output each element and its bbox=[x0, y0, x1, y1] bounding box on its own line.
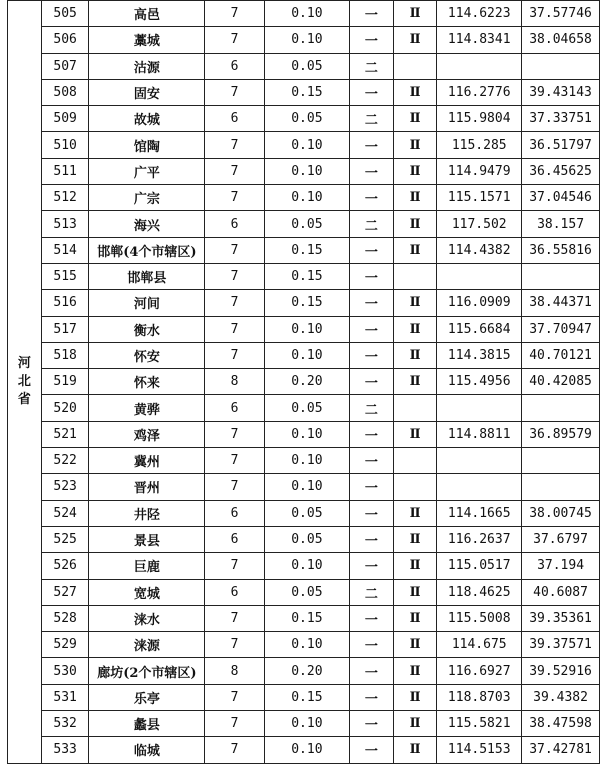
longitude-cell: 114.5153 bbox=[437, 737, 522, 763]
county-name: 冀州 bbox=[89, 448, 205, 474]
acceleration-cell: 0.20 bbox=[264, 369, 349, 395]
latitude-cell: 40.6087 bbox=[522, 579, 600, 605]
site-class-cell: Ⅱ bbox=[393, 579, 437, 605]
seismic-parameter-table bbox=[7, 0, 600, 764]
site-class-cell: Ⅱ bbox=[393, 658, 437, 684]
row-number: 517 bbox=[41, 316, 89, 342]
site-class-cell bbox=[393, 53, 437, 79]
latitude-cell: 38.00745 bbox=[522, 500, 600, 526]
county-name: 乐亭 bbox=[89, 684, 205, 710]
longitude-cell: 116.2637 bbox=[437, 526, 522, 552]
longitude-cell: 115.1571 bbox=[437, 185, 522, 211]
county-name: 邯郸(4个市辖区) bbox=[89, 237, 205, 263]
acceleration-cell: 0.05 bbox=[264, 106, 349, 132]
site-class-cell bbox=[393, 448, 437, 474]
design-group-cell: 一 bbox=[350, 237, 394, 263]
row-number: 516 bbox=[41, 290, 89, 316]
acceleration-cell: 0.10 bbox=[264, 132, 349, 158]
design-group-cell: 一 bbox=[350, 316, 394, 342]
acceleration-cell: 0.05 bbox=[264, 211, 349, 237]
acceleration-cell: 0.20 bbox=[264, 658, 349, 684]
latitude-cell: 38.157 bbox=[522, 211, 600, 237]
longitude-cell: 114.9479 bbox=[437, 158, 522, 184]
site-class-cell: Ⅱ bbox=[393, 369, 437, 395]
row-number: 514 bbox=[41, 237, 89, 263]
county-name: 巨鹿 bbox=[89, 553, 205, 579]
latitude-cell: 39.37571 bbox=[522, 632, 600, 658]
county-name: 涞源 bbox=[89, 632, 205, 658]
row-number: 531 bbox=[41, 684, 89, 710]
row-number: 518 bbox=[41, 342, 89, 368]
county-name: 涞水 bbox=[89, 605, 205, 631]
row-number: 509 bbox=[41, 106, 89, 132]
site-class-cell: Ⅱ bbox=[393, 342, 437, 368]
latitude-cell bbox=[522, 395, 600, 421]
intensity-cell: 6 bbox=[205, 53, 264, 79]
design-group-cell: 一 bbox=[350, 711, 394, 737]
table-row bbox=[8, 553, 600, 579]
row-number: 520 bbox=[41, 395, 89, 421]
acceleration-cell: 0.10 bbox=[264, 737, 349, 763]
longitude-cell: 117.502 bbox=[437, 211, 522, 237]
row-number: 510 bbox=[41, 132, 89, 158]
longitude-cell: 115.5821 bbox=[437, 711, 522, 737]
latitude-cell bbox=[522, 448, 600, 474]
longitude-cell: 115.5008 bbox=[437, 605, 522, 631]
design-group-cell: 一 bbox=[350, 342, 394, 368]
acceleration-cell: 0.05 bbox=[264, 500, 349, 526]
design-group-cell: 一 bbox=[350, 158, 394, 184]
acceleration-cell: 0.15 bbox=[264, 263, 349, 289]
longitude-cell bbox=[437, 263, 522, 289]
row-number: 506 bbox=[41, 27, 89, 53]
acceleration-cell: 0.10 bbox=[264, 421, 349, 447]
county-name: 海兴 bbox=[89, 211, 205, 237]
table-row bbox=[8, 27, 600, 53]
latitude-cell: 39.35361 bbox=[522, 605, 600, 631]
longitude-cell: 115.9804 bbox=[437, 106, 522, 132]
acceleration-cell: 0.15 bbox=[264, 684, 349, 710]
latitude-cell: 37.33751 bbox=[522, 106, 600, 132]
site-class-cell: Ⅱ bbox=[393, 27, 437, 53]
longitude-cell bbox=[437, 53, 522, 79]
site-class-cell: Ⅱ bbox=[393, 632, 437, 658]
design-group-cell: 一 bbox=[350, 263, 394, 289]
longitude-cell: 114.4382 bbox=[437, 237, 522, 263]
intensity-cell: 8 bbox=[205, 369, 264, 395]
design-group-cell: 二 bbox=[350, 211, 394, 237]
table-row bbox=[8, 369, 600, 395]
intensity-cell: 7 bbox=[205, 474, 264, 500]
longitude-cell: 116.0909 bbox=[437, 290, 522, 316]
design-group-cell: 一 bbox=[350, 369, 394, 395]
row-number: 523 bbox=[41, 474, 89, 500]
intensity-cell: 7 bbox=[205, 553, 264, 579]
intensity-cell: 6 bbox=[205, 211, 264, 237]
acceleration-cell: 0.10 bbox=[264, 448, 349, 474]
acceleration-cell: 0.05 bbox=[264, 579, 349, 605]
intensity-cell: 7 bbox=[205, 27, 264, 53]
site-class-cell: Ⅱ bbox=[393, 237, 437, 263]
acceleration-cell: 0.15 bbox=[264, 605, 349, 631]
county-name: 河间 bbox=[89, 290, 205, 316]
row-number: 505 bbox=[41, 1, 89, 27]
longitude-cell: 115.4956 bbox=[437, 369, 522, 395]
design-group-cell: 一 bbox=[350, 1, 394, 27]
longitude-cell: 118.8703 bbox=[437, 684, 522, 710]
latitude-cell bbox=[522, 53, 600, 79]
longitude-cell: 114.8341 bbox=[437, 27, 522, 53]
row-number: 525 bbox=[41, 526, 89, 552]
table-row bbox=[8, 237, 600, 263]
county-name: 衡水 bbox=[89, 316, 205, 342]
acceleration-cell: 0.10 bbox=[264, 316, 349, 342]
county-name: 藁城 bbox=[89, 27, 205, 53]
site-class-cell: Ⅱ bbox=[393, 316, 437, 342]
longitude-cell: 114.1665 bbox=[437, 500, 522, 526]
latitude-cell bbox=[522, 474, 600, 500]
acceleration-cell: 0.15 bbox=[264, 79, 349, 105]
table-row bbox=[8, 342, 600, 368]
design-group-cell: 一 bbox=[350, 474, 394, 500]
design-group-cell: 一 bbox=[350, 605, 394, 631]
intensity-cell: 6 bbox=[205, 106, 264, 132]
design-group-cell: 二 bbox=[350, 395, 394, 421]
province-cell bbox=[8, 1, 42, 764]
row-number: 513 bbox=[41, 211, 89, 237]
table-row bbox=[8, 106, 600, 132]
county-name: 景县 bbox=[89, 526, 205, 552]
design-group-cell: 一 bbox=[350, 79, 394, 105]
design-group-cell: 一 bbox=[350, 684, 394, 710]
row-number: 528 bbox=[41, 605, 89, 631]
latitude-cell: 38.04658 bbox=[522, 27, 600, 53]
county-name: 廊坊(2个市辖区) bbox=[89, 658, 205, 684]
row-number: 529 bbox=[41, 632, 89, 658]
latitude-cell: 36.55816 bbox=[522, 237, 600, 263]
design-group-cell: 二 bbox=[350, 579, 394, 605]
table-row bbox=[8, 290, 600, 316]
row-number: 521 bbox=[41, 421, 89, 447]
row-number: 511 bbox=[41, 158, 89, 184]
county-name: 广平 bbox=[89, 158, 205, 184]
county-name: 临城 bbox=[89, 737, 205, 763]
intensity-cell: 6 bbox=[205, 526, 264, 552]
intensity-cell: 7 bbox=[205, 1, 264, 27]
intensity-cell: 8 bbox=[205, 658, 264, 684]
table-row bbox=[8, 263, 600, 289]
county-name: 故城 bbox=[89, 106, 205, 132]
longitude-cell: 114.3815 bbox=[437, 342, 522, 368]
county-name: 馆陶 bbox=[89, 132, 205, 158]
site-class-cell: Ⅱ bbox=[393, 158, 437, 184]
longitude-cell bbox=[437, 395, 522, 421]
latitude-cell: 37.70947 bbox=[522, 316, 600, 342]
intensity-cell: 7 bbox=[205, 448, 264, 474]
county-name: 固安 bbox=[89, 79, 205, 105]
acceleration-cell: 0.10 bbox=[264, 632, 349, 658]
table-row bbox=[8, 579, 600, 605]
latitude-cell: 37.42781 bbox=[522, 737, 600, 763]
table-row bbox=[8, 526, 600, 552]
design-group-cell: 一 bbox=[350, 553, 394, 579]
intensity-cell: 7 bbox=[205, 316, 264, 342]
design-group-cell: 一 bbox=[350, 737, 394, 763]
design-group-cell: 一 bbox=[350, 658, 394, 684]
latitude-cell: 37.04546 bbox=[522, 185, 600, 211]
table-row bbox=[8, 658, 600, 684]
site-class-cell: Ⅱ bbox=[393, 211, 437, 237]
acceleration-cell: 0.05 bbox=[264, 53, 349, 79]
longitude-cell: 114.8811 bbox=[437, 421, 522, 447]
longitude-cell: 118.4625 bbox=[437, 579, 522, 605]
row-number: 524 bbox=[41, 500, 89, 526]
acceleration-cell: 0.15 bbox=[264, 290, 349, 316]
design-group-cell: 一 bbox=[350, 526, 394, 552]
table-row bbox=[8, 474, 600, 500]
row-number: 530 bbox=[41, 658, 89, 684]
table-row bbox=[8, 53, 600, 79]
table-body bbox=[8, 1, 600, 764]
site-class-cell bbox=[393, 395, 437, 421]
table-row bbox=[8, 632, 600, 658]
latitude-cell: 36.89579 bbox=[522, 421, 600, 447]
intensity-cell: 7 bbox=[205, 158, 264, 184]
site-class-cell: Ⅱ bbox=[393, 421, 437, 447]
latitude-cell: 36.45625 bbox=[522, 158, 600, 184]
site-class-cell: Ⅱ bbox=[393, 711, 437, 737]
table-row bbox=[8, 79, 600, 105]
site-class-cell: Ⅱ bbox=[393, 737, 437, 763]
latitude-cell: 38.47598 bbox=[522, 711, 600, 737]
table-row bbox=[8, 605, 600, 631]
intensity-cell: 7 bbox=[205, 605, 264, 631]
acceleration-cell: 0.05 bbox=[264, 526, 349, 552]
intensity-cell: 7 bbox=[205, 132, 264, 158]
row-number: 527 bbox=[41, 579, 89, 605]
row-number: 533 bbox=[41, 737, 89, 763]
table-row bbox=[8, 448, 600, 474]
table-row bbox=[8, 500, 600, 526]
table-row bbox=[8, 211, 600, 237]
design-group-cell: 一 bbox=[350, 132, 394, 158]
intensity-cell: 7 bbox=[205, 421, 264, 447]
latitude-cell: 37.194 bbox=[522, 553, 600, 579]
acceleration-cell: 0.10 bbox=[264, 553, 349, 579]
design-group-cell: 一 bbox=[350, 27, 394, 53]
longitude-cell: 116.6927 bbox=[437, 658, 522, 684]
design-group-cell: 一 bbox=[350, 421, 394, 447]
table-row bbox=[8, 711, 600, 737]
site-class-cell bbox=[393, 263, 437, 289]
longitude-cell: 116.2776 bbox=[437, 79, 522, 105]
latitude-cell: 40.70121 bbox=[522, 342, 600, 368]
county-name: 井陉 bbox=[89, 500, 205, 526]
design-group-cell: 一 bbox=[350, 290, 394, 316]
acceleration-cell: 0.10 bbox=[264, 342, 349, 368]
site-class-cell: Ⅱ bbox=[393, 132, 437, 158]
site-class-cell: Ⅱ bbox=[393, 1, 437, 27]
longitude-cell: 115.285 bbox=[437, 132, 522, 158]
intensity-cell: 7 bbox=[205, 79, 264, 105]
site-class-cell: Ⅱ bbox=[393, 290, 437, 316]
table-row bbox=[8, 737, 600, 763]
design-group-cell: 一 bbox=[350, 500, 394, 526]
province-char: 北 bbox=[17, 373, 31, 389]
longitude-cell: 115.6684 bbox=[437, 316, 522, 342]
county-name: 广宗 bbox=[89, 185, 205, 211]
site-class-cell: Ⅱ bbox=[393, 684, 437, 710]
intensity-cell: 6 bbox=[205, 579, 264, 605]
acceleration-cell: 0.10 bbox=[264, 158, 349, 184]
site-class-cell: Ⅱ bbox=[393, 553, 437, 579]
intensity-cell: 7 bbox=[205, 342, 264, 368]
row-number: 515 bbox=[41, 263, 89, 289]
intensity-cell: 7 bbox=[205, 711, 264, 737]
site-class-cell bbox=[393, 474, 437, 500]
table-row bbox=[8, 395, 600, 421]
row-number: 512 bbox=[41, 185, 89, 211]
county-name: 沽源 bbox=[89, 53, 205, 79]
county-name: 高邑 bbox=[89, 1, 205, 27]
longitude-cell bbox=[437, 474, 522, 500]
design-group-cell: 二 bbox=[350, 106, 394, 132]
table-row bbox=[8, 1, 600, 27]
intensity-cell: 7 bbox=[205, 263, 264, 289]
table-row bbox=[8, 316, 600, 342]
county-name: 邯郸县 bbox=[89, 263, 205, 289]
table-row bbox=[8, 185, 600, 211]
county-name: 怀安 bbox=[89, 342, 205, 368]
design-group-cell: 一 bbox=[350, 632, 394, 658]
table-row bbox=[8, 421, 600, 447]
row-number: 532 bbox=[41, 711, 89, 737]
county-name: 蠡县 bbox=[89, 711, 205, 737]
table-row bbox=[8, 132, 600, 158]
intensity-cell: 6 bbox=[205, 395, 264, 421]
intensity-cell: 6 bbox=[205, 500, 264, 526]
intensity-cell: 7 bbox=[205, 185, 264, 211]
acceleration-cell: 0.10 bbox=[264, 27, 349, 53]
acceleration-cell: 0.05 bbox=[264, 395, 349, 421]
site-class-cell: Ⅱ bbox=[393, 106, 437, 132]
intensity-cell: 7 bbox=[205, 737, 264, 763]
intensity-cell: 7 bbox=[205, 684, 264, 710]
row-number: 519 bbox=[41, 369, 89, 395]
site-class-cell: Ⅱ bbox=[393, 79, 437, 105]
design-group-cell: 一 bbox=[350, 185, 394, 211]
longitude-cell: 115.0517 bbox=[437, 553, 522, 579]
acceleration-cell: 0.10 bbox=[264, 474, 349, 500]
county-name: 黄骅 bbox=[89, 395, 205, 421]
latitude-cell bbox=[522, 263, 600, 289]
acceleration-cell: 0.10 bbox=[264, 1, 349, 27]
site-class-cell: Ⅱ bbox=[393, 185, 437, 211]
latitude-cell: 38.44371 bbox=[522, 290, 600, 316]
latitude-cell: 39.4382 bbox=[522, 684, 600, 710]
county-name: 晋州 bbox=[89, 474, 205, 500]
intensity-cell: 7 bbox=[205, 237, 264, 263]
longitude-cell: 114.6223 bbox=[437, 1, 522, 27]
province-char: 河 bbox=[17, 355, 31, 371]
row-number: 522 bbox=[41, 448, 89, 474]
latitude-cell: 39.43143 bbox=[522, 79, 600, 105]
latitude-cell: 37.6797 bbox=[522, 526, 600, 552]
latitude-cell: 37.57746 bbox=[522, 1, 600, 27]
latitude-cell: 36.51797 bbox=[522, 132, 600, 158]
longitude-cell: 114.675 bbox=[437, 632, 522, 658]
row-number: 507 bbox=[41, 53, 89, 79]
county-name: 怀来 bbox=[89, 369, 205, 395]
acceleration-cell: 0.10 bbox=[264, 711, 349, 737]
site-class-cell: Ⅱ bbox=[393, 500, 437, 526]
design-group-cell: 二 bbox=[350, 53, 394, 79]
intensity-cell: 7 bbox=[205, 632, 264, 658]
county-name: 鸡泽 bbox=[89, 421, 205, 447]
latitude-cell: 40.42085 bbox=[522, 369, 600, 395]
site-class-cell: Ⅱ bbox=[393, 605, 437, 631]
longitude-cell bbox=[437, 448, 522, 474]
design-group-cell: 一 bbox=[350, 448, 394, 474]
site-class-cell: Ⅱ bbox=[393, 526, 437, 552]
table-row bbox=[8, 684, 600, 710]
province-char: 省 bbox=[17, 391, 31, 407]
latitude-cell: 39.52916 bbox=[522, 658, 600, 684]
county-name: 宽城 bbox=[89, 579, 205, 605]
acceleration-cell: 0.15 bbox=[264, 237, 349, 263]
row-number: 508 bbox=[41, 79, 89, 105]
acceleration-cell: 0.10 bbox=[264, 185, 349, 211]
row-number: 526 bbox=[41, 553, 89, 579]
table-row bbox=[8, 158, 600, 184]
intensity-cell: 7 bbox=[205, 290, 264, 316]
